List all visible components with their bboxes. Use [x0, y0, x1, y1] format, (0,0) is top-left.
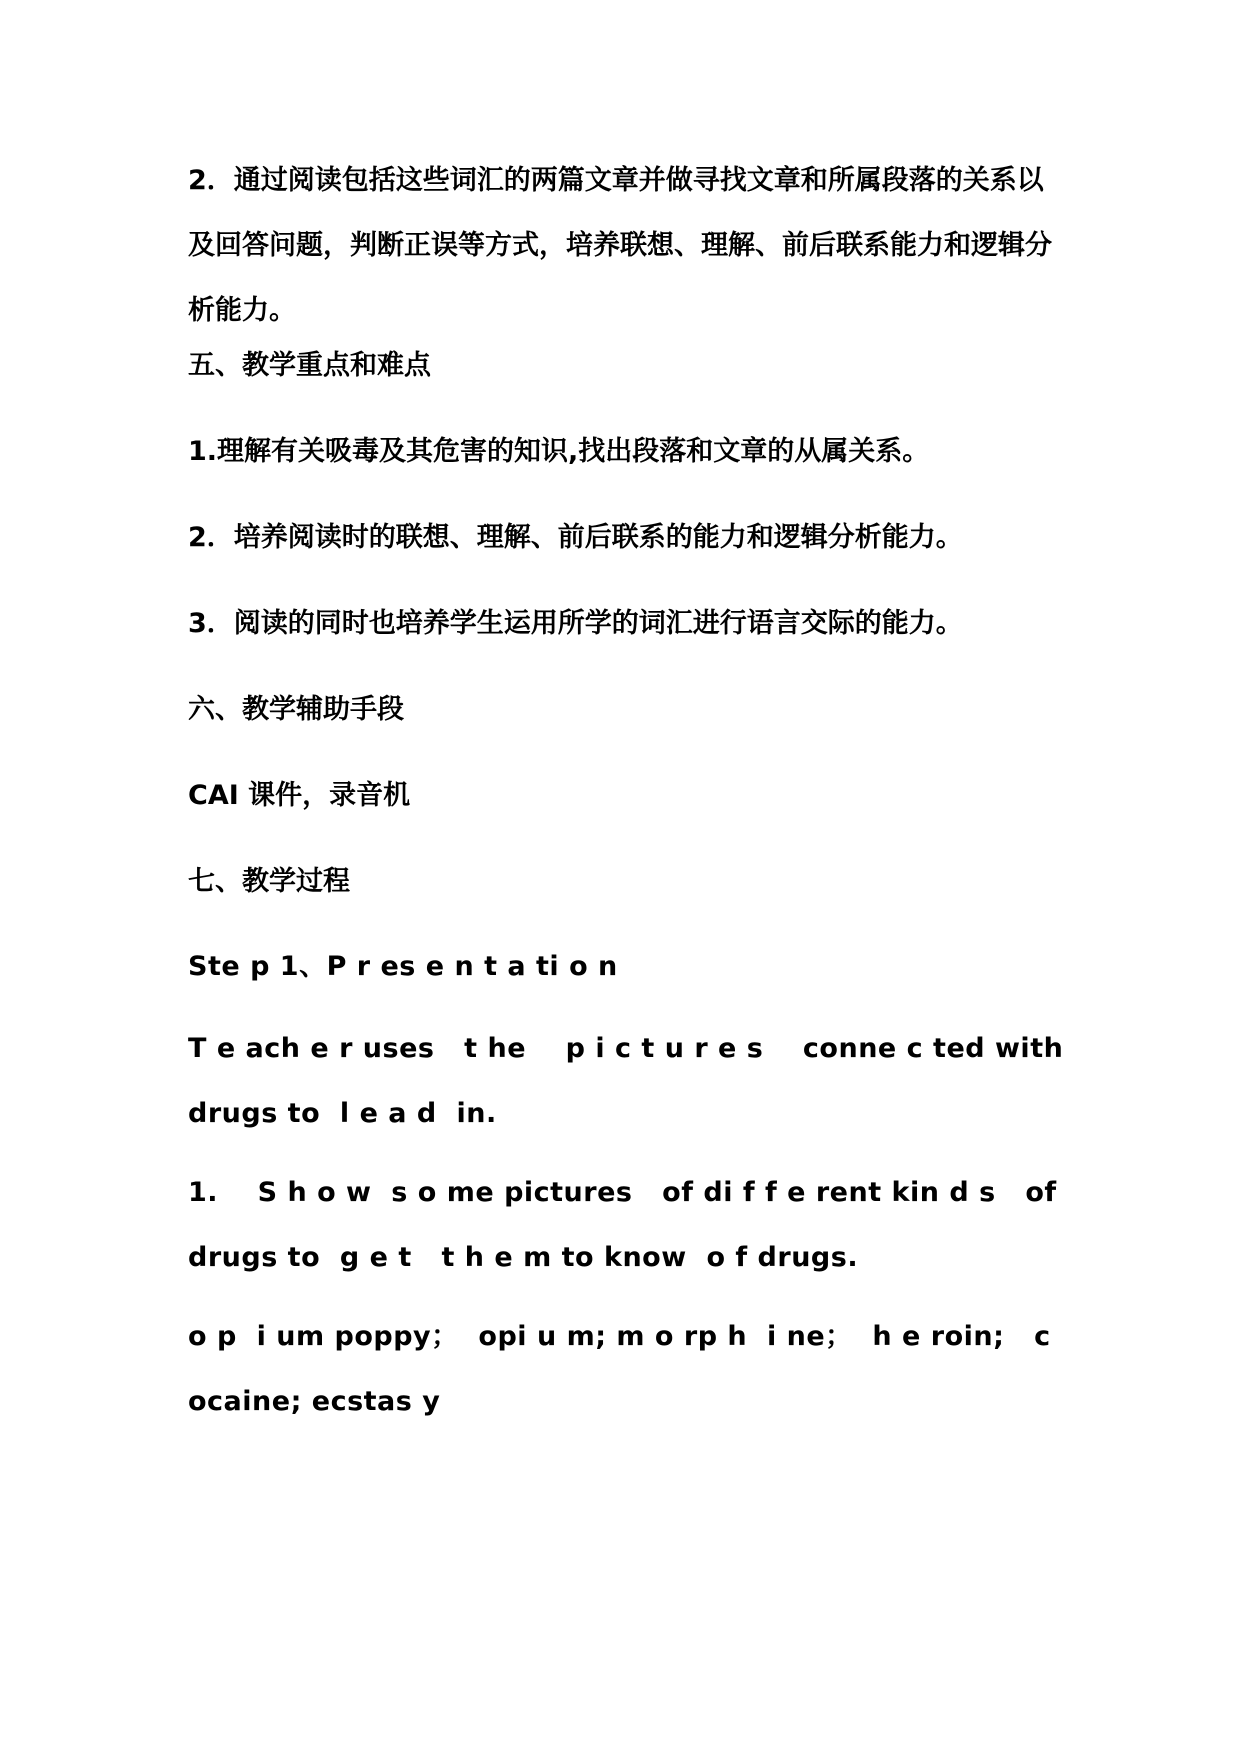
lead-in-paragraph: T e ach e r uses t he p i c t u r e s conne c ted with drugs to l e a d in. — [188, 1033, 1074, 1129]
section-7-heading: 七、教学过程 — [188, 866, 350, 897]
teaching-aids-text: CAI 课件，录音机 — [188, 780, 411, 811]
drug-names-list: o p i um poppy； opi u m; m o rp h i ne； h e roin; cocaine; ecstas y — [188, 1321, 1051, 1417]
section-5-heading: 五、教学重点和难点 — [188, 350, 431, 381]
key-point-2: 2．培养阅读时的联想、理解、前后联系的能力和逻辑分析能力。 — [188, 522, 963, 553]
show-pictures-paragraph: 1. S h o w s o me pictures of di f f e rent kin d s of drugs to g e t t h e m to know o f drugs. — [188, 1177, 1087, 1273]
key-point-3: 3．阅读的同时也培养学生运用所学的词汇进行语言交际的能力。 — [188, 608, 963, 639]
objective-2-paragraph: 2．通过阅读包括这些词汇的两篇文章并做寻找文章和所属段落的关系以及回答问题，判断正误等方式，培养联想、理解、前后联系能力和逻辑分析能力。 — [188, 165, 1052, 326]
key-point-1: 1.理解有关吸毒及其危害的知识,找出段落和文章的从属关系。 — [188, 436, 930, 467]
section-6-heading: 六、教学辅助手段 — [188, 694, 404, 725]
step-1-heading: Ste p 1、P r es e n t a ti o n — [188, 951, 618, 982]
